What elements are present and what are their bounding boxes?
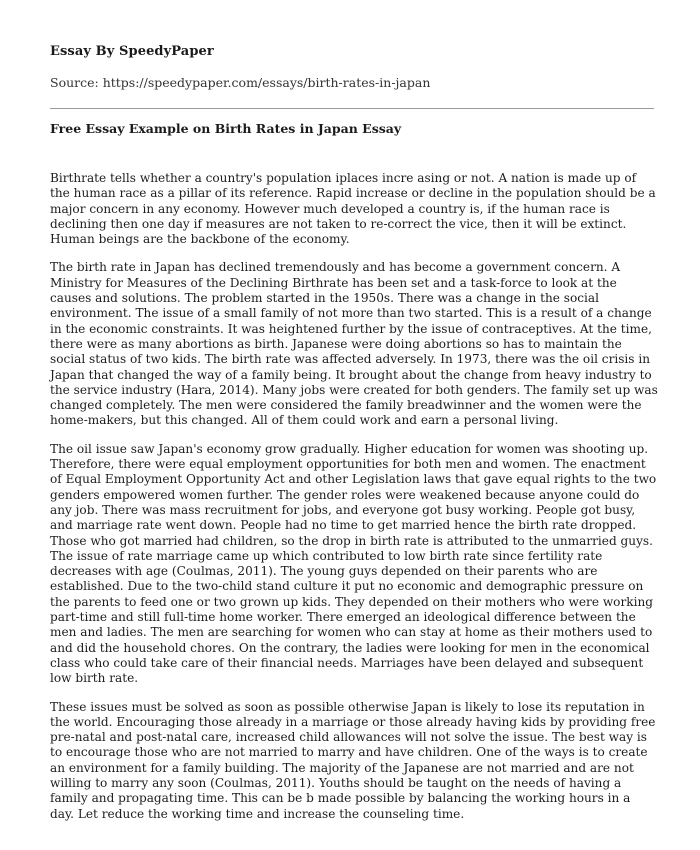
essay-paragraph-3: The oil issue saw Japan's economy grow gradually. Higher education for women was shooting up. Therefore, there were equal employment opportunities for both men and women. The enactment of Equal Employment Opportunity Act and other Legislation laws that gave equal rights to the two genders empowered women further. The gender roles were weakened because anyone could do any job. There was mass recruitment for jobs, and everyone got busy working. People got busy, and marriage rate went down. People had no time to get married hence the birth rate dropped. Those who got married had children, so the drop in birth rate is attributed to the unmarried guys. The issue of rate marriage came up which contributed to low birth rate since fertility rate decreases with age (Coulmas, 2011). The young guys depended on their parents who are established. Due to the two-child stand culture it put no economic and demographic pressure on the parents to feed one or two grown up kids. They depended on their mothers who were working part-time and still full-time home worker. There emerged an ideological difference between the men and ladies. The men are searching for women who can stay at home as their mothers used to and did the household chores. On the contrary, the ladies were looking for men in the economical class who could take care of their financial needs. Marriages have been delayed and subsequent low birth rate. [50, 441, 657, 686]
source-line: Source: https://speedypaper.com/essays/birth-rates-in-japan [50, 75, 431, 90]
essay-paragraph-4: These issues must be solved as soon as possible otherwise Japan is likely to lose its reputation in the world. Encouraging those already in a marriage or those already having kids by providing free pre-natal and post-natal care, increased child allowances will not solve the issue. The best way is to encourage those who are not married to marry and have children. One of the ways is to create an environment for a family building. The majority of the Japanese are not married and are not willing to marry any soon (Coulmas, 2011). Youths should be taught on the needs of having a family and propagating time. This can be b made possible by balancing the working hours in a day. Let reduce the working time and increase the counseling time. [50, 699, 656, 821]
header-divider [50, 108, 654, 109]
document-header-title: Essay By SpeedyPaper [50, 44, 214, 59]
essay-body [50, 171, 658, 835]
essay-paragraph-2: The birth rate in Japan has declined tremendously and has become a government concern. A Ministry for Measures of the Declining Birthrate has been set and a task-force to look at the causes and solutions. The problem started in the 1950s. There was a change in the social environment. The issue of a small family of not more than two started. This is a result of a change in the economic constraints. It was heightened further by the issue of contraceptives. At the time, there were as many abortions as birth. Japanese were doing abortions so has to maintain the social status of two kids. The birth rate was affected adversely. In 1973, there was the oil crisis in Japan that changed the way of a family being. It brought about the change from heavy industry to the service industry (Hara, 2014). Many jobs were created for both genders. The family set up was changed completely. The men were considered the family breadwinner and the women were the home-makers, but this changed. All of them could work and earn a personal living. [50, 260, 658, 428]
essay-paragraph-1: Birthrate tells whether a country's population iplaces incre asing or not. A nation is made up of the human race as a pillar of its reference. Rapid increase or decline in the population should be a major concern in any economy. However much developed a country is, if the human race is declining then one day if measures are not taken to re-correct the vice, then it will be extinct. Human beings are the backbone of the economy. [50, 171, 656, 247]
essay-title: Free Essay Example on Birth Rates in Japan Essay [50, 121, 402, 136]
